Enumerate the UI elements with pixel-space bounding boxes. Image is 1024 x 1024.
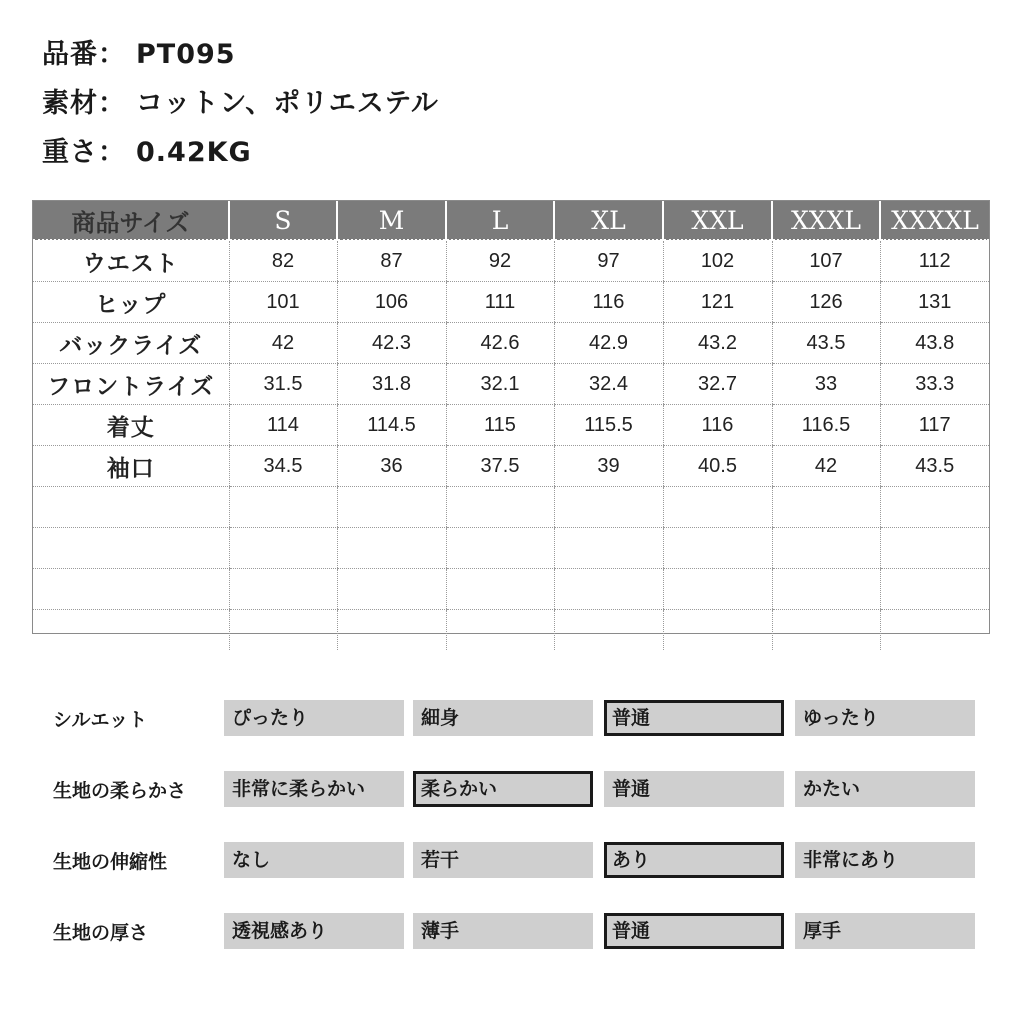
size-cell — [880, 487, 989, 528]
size-cell: 126 — [772, 282, 880, 323]
size-cell: 36 — [337, 446, 446, 487]
size-cell: 106 — [337, 282, 446, 323]
size-cell — [772, 528, 880, 569]
size-header-l: L — [446, 201, 554, 240]
size-cell — [446, 487, 554, 528]
size-row — [33, 240, 989, 282]
product-specs — [42, 30, 439, 177]
spec-value: PT095 — [136, 39, 236, 70]
size-cell: 82 — [229, 240, 337, 282]
attr-option: 非常にあり — [795, 842, 975, 878]
size-row-empty — [33, 610, 989, 651]
size-cell: 102 — [663, 240, 772, 282]
size-cell: 37.5 — [446, 446, 554, 487]
size-row-empty — [33, 569, 989, 610]
size-header-m: M — [337, 201, 446, 240]
size-cell — [229, 528, 337, 569]
spec-weight — [42, 128, 439, 177]
size-cell — [772, 569, 880, 610]
size-cell — [880, 569, 989, 610]
attr-option: 細身 — [413, 700, 593, 736]
size-cell: 42.3 — [337, 323, 446, 364]
size-table-corner: 商品サイズ — [33, 201, 229, 240]
size-row-label — [33, 569, 229, 610]
attr-option: ゆったり — [795, 700, 975, 736]
size-row-label: ヒップ — [33, 282, 229, 323]
attr-option: 非常に柔らかい — [224, 771, 404, 807]
attr-label: シルエット — [53, 709, 148, 731]
size-row-label: 着丈 — [33, 405, 229, 446]
size-row-empty — [33, 528, 989, 569]
size-cell — [772, 610, 880, 651]
size-cell — [663, 487, 772, 528]
size-cell: 111 — [446, 282, 554, 323]
size-cell: 34.5 — [229, 446, 337, 487]
size-cell: 42 — [229, 323, 337, 364]
size-cell: 43.2 — [663, 323, 772, 364]
size-cell — [446, 610, 554, 651]
size-cell: 43.5 — [880, 446, 989, 487]
size-cell: 114.5 — [337, 405, 446, 446]
attr-row-stretch — [0, 840, 1024, 911]
attr-option: 普通 — [604, 700, 784, 736]
spec-value: コットン、ポリエステル — [136, 88, 439, 119]
size-header-xxxxl: XXXXL — [880, 201, 989, 240]
size-row-label: フロントライズ — [33, 364, 229, 405]
size-cell — [229, 487, 337, 528]
size-cell: 32.7 — [663, 364, 772, 405]
attr-option: なし — [224, 842, 404, 878]
size-cell — [554, 487, 663, 528]
attr-option: 普通 — [604, 913, 784, 949]
attr-option: 若干 — [413, 842, 593, 878]
size-row-empty — [33, 487, 989, 528]
size-table — [32, 200, 990, 634]
size-cell: 115 — [446, 405, 554, 446]
size-cell — [554, 610, 663, 651]
size-cell: 31.8 — [337, 364, 446, 405]
attr-label: 生地の厚さ — [53, 922, 149, 944]
size-cell — [446, 569, 554, 610]
spec-material — [42, 79, 439, 128]
size-cell — [663, 610, 772, 651]
size-cell — [337, 569, 446, 610]
size-cell: 97 — [554, 240, 663, 282]
spec-value: 0.42KG — [136, 137, 252, 168]
size-row-label — [33, 487, 229, 528]
size-cell: 33.3 — [880, 364, 989, 405]
size-cell — [554, 528, 663, 569]
size-cell — [337, 487, 446, 528]
size-cell: 31.5 — [229, 364, 337, 405]
size-cell: 131 — [880, 282, 989, 323]
size-cell — [229, 569, 337, 610]
size-cell: 116 — [554, 282, 663, 323]
size-cell: 42.6 — [446, 323, 554, 364]
size-cell — [663, 528, 772, 569]
size-row — [33, 282, 989, 323]
size-row-label: 袖口 — [33, 446, 229, 487]
size-row — [33, 364, 989, 405]
attr-label: 生地の伸縮性 — [53, 851, 168, 873]
size-header-xxl: XXL — [663, 201, 772, 240]
size-cell: 33 — [772, 364, 880, 405]
size-cell: 116.5 — [772, 405, 880, 446]
spec-label: 素材： — [42, 88, 126, 119]
attr-option: 厚手 — [795, 913, 975, 949]
size-cell: 39 — [554, 446, 663, 487]
size-cell: 115.5 — [554, 405, 663, 446]
attr-option: 柔らかい — [413, 771, 593, 807]
size-cell — [663, 569, 772, 610]
size-cell: 114 — [229, 405, 337, 446]
size-cell: 32.4 — [554, 364, 663, 405]
size-cell — [337, 528, 446, 569]
size-row — [33, 405, 989, 446]
spec-label: 品番： — [42, 39, 126, 70]
size-cell — [229, 610, 337, 651]
size-cell: 92 — [446, 240, 554, 282]
size-row-label: バックライズ — [33, 323, 229, 364]
attr-option: かたい — [795, 771, 975, 807]
fabric-attributes — [0, 698, 1024, 982]
size-cell: 32.1 — [446, 364, 554, 405]
size-row — [33, 323, 989, 364]
spec-item-number — [42, 30, 439, 79]
size-cell: 116 — [663, 405, 772, 446]
attr-option: 薄手 — [413, 913, 593, 949]
size-header-row — [33, 201, 989, 240]
size-cell: 42 — [772, 446, 880, 487]
size-cell: 40.5 — [663, 446, 772, 487]
size-header-xl: XL — [554, 201, 663, 240]
attr-option: 透視感あり — [224, 913, 404, 949]
size-cell — [772, 487, 880, 528]
attr-option: あり — [604, 842, 784, 878]
size-cell — [880, 610, 989, 651]
size-row-label — [33, 610, 229, 651]
size-cell: 43.5 — [772, 323, 880, 364]
size-cell: 42.9 — [554, 323, 663, 364]
size-cell: 43.8 — [880, 323, 989, 364]
size-cell: 87 — [337, 240, 446, 282]
size-cell: 117 — [880, 405, 989, 446]
size-header-s: S — [229, 201, 337, 240]
attr-option: 普通 — [604, 771, 784, 807]
attr-row-softness — [0, 769, 1024, 840]
size-cell — [337, 610, 446, 651]
attr-option: ぴったり — [224, 700, 404, 736]
size-cell — [446, 528, 554, 569]
size-row — [33, 446, 989, 487]
size-cell: 121 — [663, 282, 772, 323]
attr-label: 生地の柔らかさ — [53, 780, 187, 802]
size-row-label — [33, 528, 229, 569]
size-row-label: ウエスト — [33, 240, 229, 282]
size-cell — [880, 528, 989, 569]
size-cell — [554, 569, 663, 610]
spec-label: 重さ： — [42, 137, 126, 168]
size-cell: 112 — [880, 240, 989, 282]
size-cell: 107 — [772, 240, 880, 282]
size-header-xxxl: XXXL — [772, 201, 880, 240]
attr-row-silhouette — [0, 698, 1024, 769]
attr-row-thickness — [0, 911, 1024, 982]
size-cell: 101 — [229, 282, 337, 323]
